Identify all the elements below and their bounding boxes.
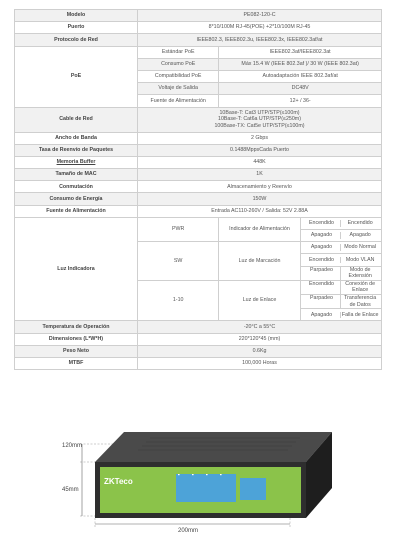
led-state-meaning xyxy=(300,280,381,294)
led-state: Apagado xyxy=(310,244,333,251)
poe-sub-value: DC48V xyxy=(219,83,382,95)
row-consumo xyxy=(15,193,382,205)
led-name: SW xyxy=(138,242,219,281)
led-meaning: Apagado xyxy=(340,232,379,239)
switch-body xyxy=(95,432,332,518)
row-ancho xyxy=(15,132,382,144)
spec-value: IEEE802.3, IEEE802.3u, IEEE802.3x, IEEE802.3af/at xyxy=(138,34,382,46)
spec-label: PoE xyxy=(15,46,138,107)
spec-value xyxy=(138,107,382,132)
depth-label: 120mm xyxy=(62,443,83,449)
spec-label: Protocolo de Red xyxy=(15,34,138,46)
led-meaning: Modo de Extensión xyxy=(340,267,379,280)
led-state: Parpadeo xyxy=(310,266,333,273)
spec-value: 150W xyxy=(138,193,382,205)
row-poe-1 xyxy=(15,46,382,58)
spec-label: Tasa de Reenvío de Paquetes xyxy=(15,144,138,156)
height-label: 45mm xyxy=(62,487,79,493)
spec-value: 1K xyxy=(138,169,382,181)
row-conmutacion xyxy=(15,181,382,193)
spec-value: Almacenamiento y Reenvío xyxy=(138,181,382,193)
led-state-meaning xyxy=(300,309,381,321)
spec-label: Peso Neto xyxy=(15,345,138,357)
led-desc: Indicador de Alimentación xyxy=(219,217,300,241)
spec-label: Dimensiones (L*W*H) xyxy=(15,333,138,345)
led-state: Parpadeo xyxy=(310,295,333,301)
spec-label: Cable de Red xyxy=(15,107,138,132)
row-dim xyxy=(15,333,382,345)
spec-value: 2 Gbps xyxy=(138,132,382,144)
led-state-meaning xyxy=(300,242,381,254)
row-mtbf xyxy=(15,357,382,369)
led-meaning: Falla de Enlace xyxy=(341,311,379,318)
spec-label: Tamaño de MAC xyxy=(15,169,138,181)
cable-line: 10Base-T: Cat6a UTP/STP(≤250m) xyxy=(218,116,301,123)
spec-label: Modelo xyxy=(15,10,138,22)
row-puerto xyxy=(15,22,382,34)
led-state: Apagado xyxy=(310,232,333,239)
led-meaning: Modo Normal xyxy=(340,244,379,251)
led-state: Encendido xyxy=(308,280,335,287)
spec-label: Temperatura de Operación xyxy=(15,321,138,333)
width-label: 200mm xyxy=(178,528,199,533)
row-tasa xyxy=(15,144,382,156)
spec-value: 0.6Kg xyxy=(138,345,382,357)
spec-label: Fuente de Alimentación xyxy=(15,205,138,217)
led-state-meaning xyxy=(300,254,381,266)
led-state-meaning xyxy=(300,217,381,229)
spec-label: Memoria Buffer xyxy=(15,156,138,168)
poe-sub-value: Autoadaptación IEEE 802.3af/at xyxy=(219,70,382,82)
spec-value: Entrada AC110-260V / Salida: 52V 2.88A xyxy=(138,205,382,217)
led-state: Encendido xyxy=(308,256,335,263)
spec-value: 100,000 Horas xyxy=(138,357,382,369)
row-memoria xyxy=(15,156,382,168)
row-cable xyxy=(15,107,382,132)
led-state-meaning xyxy=(300,295,381,309)
led-state-meaning xyxy=(300,266,381,280)
row-peso xyxy=(15,345,382,357)
spec-label: Ancho de Banda xyxy=(15,132,138,144)
led-desc: Luz de Marcación xyxy=(219,242,300,281)
row-protocolo xyxy=(15,34,382,46)
switch-dimension-diagram xyxy=(0,418,400,533)
led-name: PWR xyxy=(138,217,219,241)
spec-value: 8*10/100M RJ-45(POE) +2*10/100M RJ-45 xyxy=(138,22,382,34)
spec-table xyxy=(14,9,382,370)
row-modelo xyxy=(15,10,382,22)
led-state: Encendido xyxy=(308,220,335,227)
spec-value: 220*120*45 (mm) xyxy=(138,333,382,345)
row-fuente xyxy=(15,205,382,217)
cable-line: 10Base-T: Cat3 UTP/STP(≤100m) xyxy=(219,109,300,116)
row-temp xyxy=(15,321,382,333)
spec-label: Conmutación xyxy=(15,181,138,193)
uplink-ports-block xyxy=(240,478,266,500)
row-luz-pwr-1 xyxy=(15,217,382,229)
poe-sub-value: 12+ / 36- xyxy=(219,95,382,107)
led-meaning: Conexión de Enlace xyxy=(340,281,379,294)
brand-logo: ZKTeco xyxy=(104,477,133,486)
poe-sub-label: Compatibilidad PoE xyxy=(138,70,219,82)
led-state: Apagado xyxy=(310,311,333,318)
spec-label: Luz Indicadora xyxy=(15,217,138,321)
spec-value: 448K xyxy=(138,156,382,168)
led-desc: Luz de Enlace xyxy=(219,280,300,321)
poe-sub-value: IEEE802.3af/IEEE802.3at xyxy=(219,46,382,58)
switch-top xyxy=(95,432,332,462)
row-mac xyxy=(15,169,382,181)
poe-sub-label: Fuente de Alimentación xyxy=(138,95,219,107)
poe-sub-label: Voltaje de Salida xyxy=(138,83,219,95)
led-name: 1-10 xyxy=(138,280,219,321)
cable-line: 100Base-TX: Cat5e UTP/STP(≤100m) xyxy=(214,122,305,129)
led-meaning: Transferencia de Datos xyxy=(340,295,379,308)
led-meaning: Encendido xyxy=(340,220,379,227)
poe-sub-label: Estándar PoE xyxy=(138,46,219,58)
spec-value: -20°C a 55°C xyxy=(138,321,382,333)
spec-label: Puerto xyxy=(15,22,138,34)
led-meaning: Modo VLAN xyxy=(340,257,379,264)
spec-value: PE082-120-C xyxy=(138,10,382,22)
spec-label: Consumo de Energía xyxy=(15,193,138,205)
spec-label: MTBF xyxy=(15,357,138,369)
spec-value: 0.1488MppsCada Puerto xyxy=(138,144,382,156)
poe-sub-label: Consumo PoE xyxy=(138,58,219,70)
poe-ports-block xyxy=(176,474,236,502)
led-state-meaning xyxy=(300,230,381,242)
poe-sub-value: Máx 15.4 W (IEEE 802.3af )/ 30 W (IEEE 802.3at) xyxy=(219,58,382,70)
